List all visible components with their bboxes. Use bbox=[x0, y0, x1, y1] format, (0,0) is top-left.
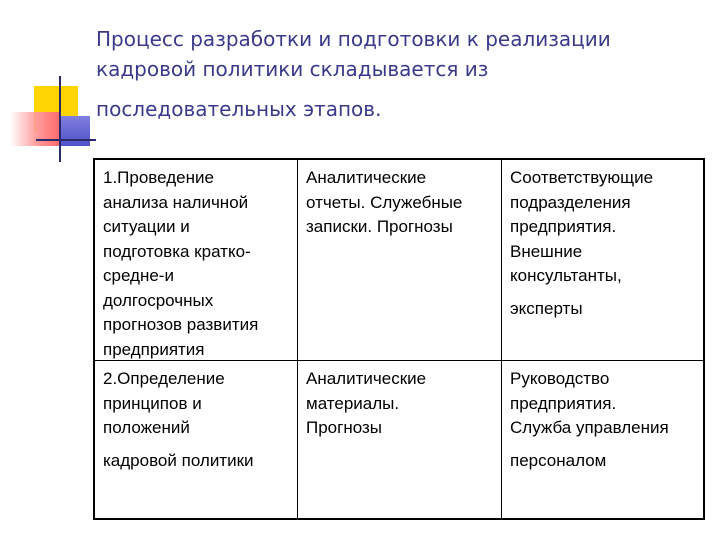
decor-vertical-line bbox=[59, 76, 61, 162]
table-cell-stage bbox=[95, 160, 298, 361]
cell-text-line: предприятия bbox=[103, 339, 205, 359]
table-cell-stage bbox=[95, 361, 298, 518]
cell-text-line: материалы. bbox=[306, 393, 400, 413]
cell-text-line: отчеты. Служебные bbox=[306, 192, 463, 212]
cell-text-line: прогнозов развития bbox=[103, 315, 259, 334]
cell-text-line: ситуации и bbox=[103, 217, 190, 236]
cell-text-line: долгосрочных bbox=[103, 290, 214, 310]
slide-title-line: последовательных этапов. bbox=[96, 97, 382, 121]
cell-text-line: Аналитические bbox=[306, 369, 427, 388]
cell-text-line: подразделения bbox=[510, 192, 631, 212]
cell-text-line: консультанты, bbox=[510, 266, 622, 285]
decor-horizontal-line bbox=[36, 139, 96, 141]
cell-text-line: Аналитические bbox=[306, 168, 427, 187]
cell-text-line: Руководство bbox=[510, 369, 610, 388]
cell-text-line: средне-и bbox=[103, 266, 174, 285]
cell-text-line: персоналом bbox=[510, 450, 607, 470]
cell-text-line: 1.Проведение bbox=[103, 168, 214, 187]
cell-text-line: Прогнозы bbox=[306, 418, 382, 437]
cell-text-line: Внешние bbox=[510, 241, 583, 261]
cell-text-line: кадровой политики bbox=[103, 450, 254, 470]
cell-text-line: предприятия. bbox=[510, 217, 617, 236]
cell-text-line: анализа наличной bbox=[103, 192, 249, 212]
cell-text-line: принципов и bbox=[103, 393, 202, 413]
slide-title-line: Процесс разработки и подготовки к реализации bbox=[96, 27, 611, 51]
table-cell-responsible bbox=[502, 361, 703, 518]
decor-blue-square bbox=[60, 116, 90, 146]
cell-text-line: эксперты bbox=[510, 298, 583, 318]
cell-text-line: Соответствующие bbox=[510, 168, 654, 187]
cell-text-line: положений bbox=[103, 418, 190, 437]
table-cell-responsible bbox=[502, 160, 703, 361]
cell-text-line: подготовка кратко- bbox=[103, 241, 251, 261]
cell-text-line: 2.Определение bbox=[103, 369, 225, 388]
slide-title-line: кадровой политики складывается из bbox=[96, 57, 489, 81]
table-cell-documents bbox=[298, 160, 502, 361]
cell-text-line: записки. Прогнозы bbox=[306, 217, 453, 236]
slide-title bbox=[96, 24, 696, 124]
table-cell-documents bbox=[298, 361, 502, 518]
cell-text-line: Служба управления bbox=[510, 418, 669, 437]
stages-table bbox=[93, 158, 705, 520]
cell-text-line: предприятия. bbox=[510, 393, 617, 413]
